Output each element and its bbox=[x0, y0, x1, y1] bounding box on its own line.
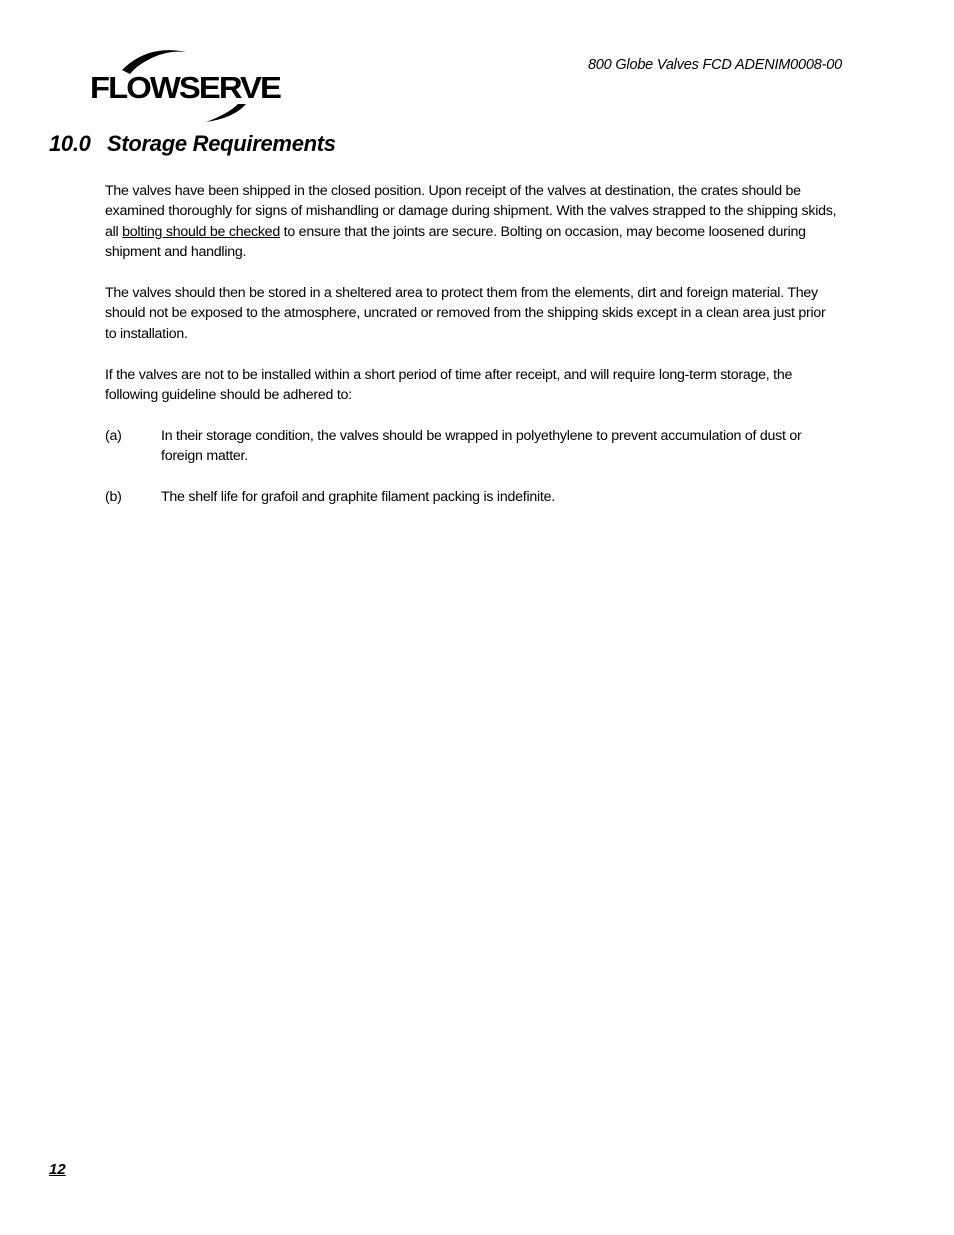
paragraph-shipping-part2: to ensure that the joints are secure. Bolting on occasion, may become loosened during shipment and handling. bbox=[105, 223, 806, 261]
list-item-text: The shelf life for grafoil and graphite filament packing is indefinite. bbox=[161, 489, 555, 506]
paragraph-shipping bbox=[105, 181, 840, 263]
list-item bbox=[105, 426, 840, 467]
flowserve-logo bbox=[88, 48, 284, 124]
body-text bbox=[105, 181, 840, 528]
list-item bbox=[105, 487, 840, 507]
document-reference: 800 Globe Valves FCD ADENIM0008-00 bbox=[587, 57, 842, 73]
section-title-text: Storage Requirements bbox=[107, 131, 336, 156]
paragraph-sheltered-storage: The valves should then be stored in a sheltered area to protect them from the elements, dirt and foreign material. They should not be exposed to the atmosphere, uncrated or removed from the shipping skids except in a clean area just prior to installation. bbox=[105, 285, 826, 342]
paragraph-long-term-storage: If the valves are not to be installed within a short period of time after receipt, and will require long-term storage, the following guideline should be adhered to: bbox=[105, 366, 793, 404]
section-number: 10.0 bbox=[49, 131, 91, 156]
underlined-phrase: bolting should be checked bbox=[122, 223, 280, 240]
list-marker: (a) bbox=[105, 427, 122, 444]
list-marker: (b) bbox=[105, 489, 122, 506]
section-title bbox=[49, 131, 336, 157]
page-number: 12 bbox=[49, 1161, 66, 1178]
svg-text:FLOWSERVE: FLOWSERVE bbox=[90, 70, 282, 105]
list-item-text: In their storage condition, the valves should be wrapped in polyethylene to prevent accumulation of dust or foreign matter. bbox=[161, 427, 802, 465]
paragraph-shipping-part1: The valves have been shipped in the closed position. Upon receipt of the valves at destination, the crates should be examined thoroughly for signs of mishandling or damage during shipment. With the valves strapped to the shipping skids, all bbox=[105, 183, 837, 240]
